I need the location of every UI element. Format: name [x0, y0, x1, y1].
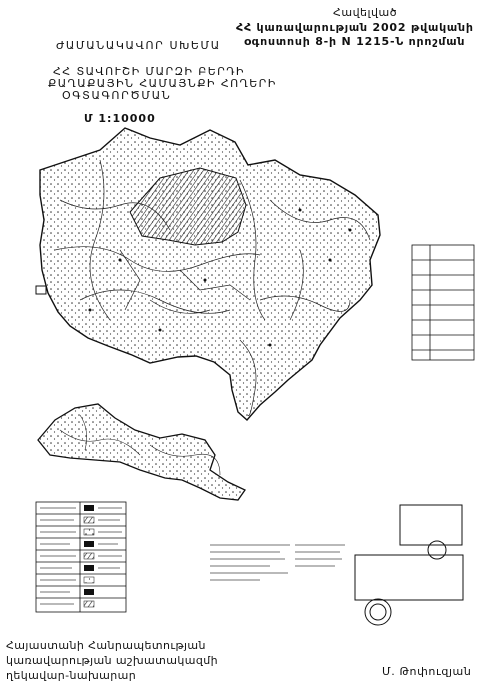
decree-reference-line-2: օգոստոսի 8-ի N 1215-Ն որոշման [244, 35, 466, 48]
explication-text-blocks [210, 545, 345, 580]
issuer-line-1: Հայաստանի Հանրապետության [6, 639, 206, 652]
issuer-line-3: ղեկավար-նախարար [6, 669, 137, 682]
legend-swatches [84, 505, 94, 607]
left-marker-box [36, 286, 46, 294]
document-title-line-2: ՀՀ ՏԱՎՈՒՇԻ ՄԱՐԶԻ ԲԵՐԴԻ [53, 65, 245, 78]
signer-name: Մ. Թոփուզյան [382, 665, 472, 678]
legend-table [36, 502, 126, 612]
right-legend-box [412, 245, 474, 360]
decree-reference-line-1: ՀՀ կառավարության 2002 թվականի [236, 21, 474, 34]
document-title-line-3: ՔԱՂԱՔԱՅԻՆ ՀԱՄԱՅՆՔԻ ՀՈՂԵՐԻ [48, 77, 277, 90]
map-scale: Մ 1:10000 [84, 112, 156, 125]
legend-text-scribbles [40, 508, 122, 604]
document-title-line-1: ԺԱՄԱՆԱԿԱՎՈՐ ՍԽԵՄԱ [56, 39, 221, 52]
exclave-territory-map [38, 404, 245, 500]
official-stamps [355, 505, 463, 625]
annex-label: Հավելված [333, 6, 398, 19]
main-territory-map [40, 128, 380, 420]
issuer-line-2: կառավարության աշխատակազմի [6, 654, 218, 667]
document-title-line-4: ՕԳՏԱԳՈՐԾՄԱՆ [62, 89, 172, 102]
